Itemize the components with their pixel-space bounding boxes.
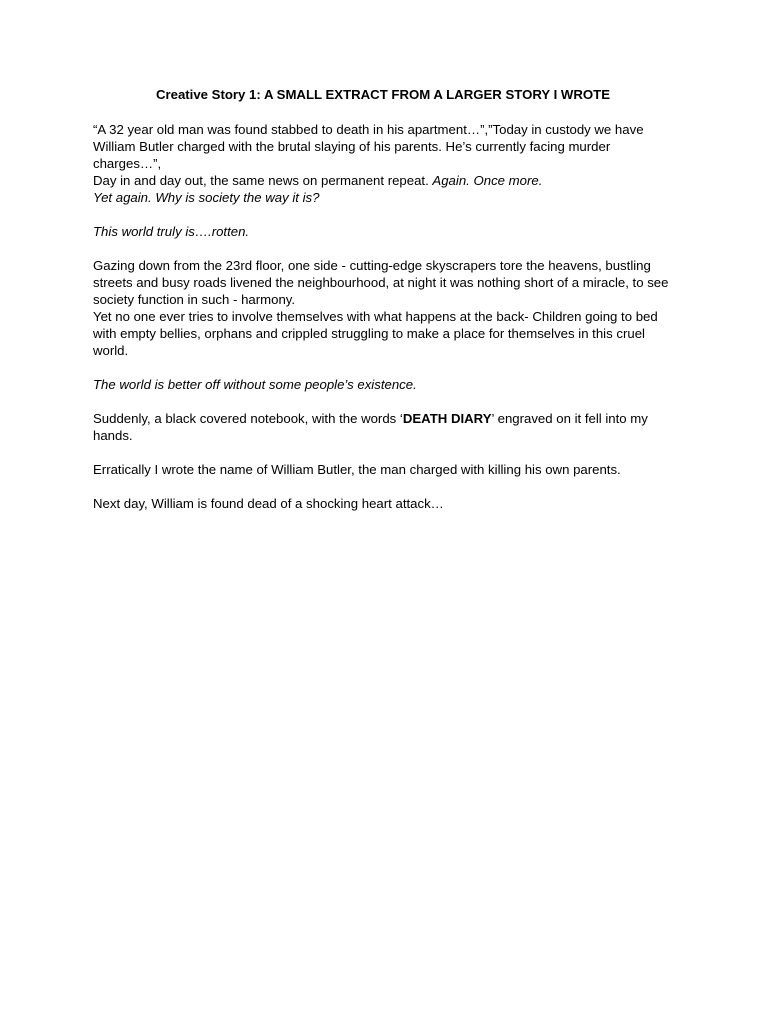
better-off-text: The world is better off without some people’s existence. (93, 377, 417, 392)
paragraph-skyscrapers: Gazing down from the 23rd floor, one side - cutting-edge skyscrapers tore the heavens, bustling streets and busy roads livened the neighbourhood, at night it was nothing short of a miracle, to see society function in such - harmony. (93, 258, 669, 307)
death-diary-before: Suddenly, a black covered notebook, with the words ‘ (93, 411, 403, 426)
paragraph-heart-attack: Next day, William is found dead of a shocking heart attack… (93, 496, 444, 511)
society-question-text: Yet again. Why is society the way it is? (93, 190, 320, 205)
paragraph-back-streets: Yet no one ever tries to involve themselves with what happens at the back- Children going to bed with empty bellies, orphans and crippled struggling to make a place for themselves in this cruel world. (93, 309, 658, 358)
paragraph-society-question (93, 189, 673, 206)
repeat-news-italic: Again. Once more. (432, 173, 543, 188)
paragraph-wrote-name: Erratically I wrote the name of William Butler, the man charged with killing his own parents. (93, 462, 621, 477)
paragraph-death-diary (93, 410, 673, 444)
repeat-news-line (93, 172, 673, 189)
repeat-news-plain: Day in and day out, the same news on permanent repeat. (93, 173, 433, 188)
news-quote-text: “A 32 year old man was found stabbed to death in his apartment…”,”Today in custody we have William Butler charged with the brutal slaying of his parents. He’s currently facing murder charges…”, (93, 122, 644, 171)
death-diary-title: DEATH DIARY (402, 411, 492, 426)
death-diary-after: ’ engraved on it fell into my hands. (93, 411, 648, 443)
paragraph-rotten-world (93, 223, 673, 240)
paragraph-news-quote (93, 121, 673, 189)
paragraph-better-off (93, 376, 673, 393)
rotten-world-text: This world truly is….rotten. (93, 224, 250, 239)
document-page (93, 86, 673, 529)
document-title: Creative Story 1: A SMALL EXTRACT FROM A LARGER STORY I WROTE (155, 87, 611, 102)
